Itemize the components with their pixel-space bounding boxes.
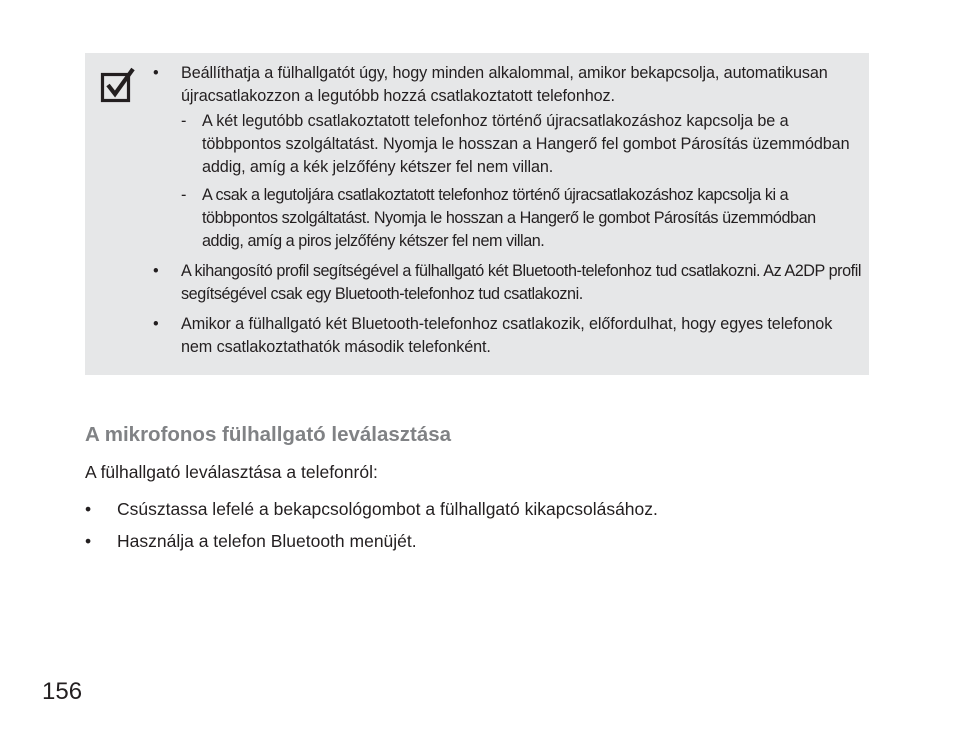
note-item-text: A kihangosító profil segítségével a fülhallgató két Bluetooth-telefonhoz tud csatlakozni. Az A2DP profil segítségével csak egy Bluetooth-telefonhoz tud csatlakozni. bbox=[181, 262, 861, 303]
note-item bbox=[145, 62, 861, 253]
bullet: • bbox=[85, 499, 92, 519]
bullet: • bbox=[85, 531, 92, 551]
note-sub-list bbox=[181, 110, 861, 253]
list-item bbox=[85, 530, 865, 552]
note-sub-item bbox=[181, 184, 861, 253]
list-item-text: Csúsztassa lefelé a bekapcsológombot a fülhallgató kikapcsolásához. bbox=[117, 499, 658, 519]
checkbox-note-icon bbox=[100, 67, 136, 103]
section-heading: A mikrofonos fülhallgató leválasztása bbox=[85, 423, 452, 446]
note-list bbox=[145, 62, 861, 359]
note-item-text: Amikor a fülhallgató két Bluetooth-telefonhoz csatlakozik, előfordulhat, hogy egyes telefonok nem csatlakoztathatók második telefonként. bbox=[181, 315, 833, 356]
page-number: 156 bbox=[42, 678, 83, 705]
bullet: • bbox=[153, 315, 159, 333]
instruction-list bbox=[85, 498, 865, 552]
note-box bbox=[85, 53, 869, 375]
note-sub-item bbox=[181, 110, 861, 179]
dash: - bbox=[181, 186, 186, 204]
note-sub-item-text: A csak a legutoljára csatlakoztatott telefonhoz történő újracsatlakozáshoz kapcsolja ki a többpontos szolgáltatást. Nyomja le hosszan a Hangerő le gombot Párosítás üzemmódban addig, amíg a piros jelzőfény kétszer fel nem villan. bbox=[202, 186, 816, 250]
bullet: • bbox=[153, 64, 159, 82]
bullet: • bbox=[153, 262, 159, 280]
list-item bbox=[85, 498, 865, 520]
note-item-text: Beállíthatja a fülhallgatót úgy, hogy minden alkalommal, amikor bekapcsolja, automatikusan újracsatlakozzon a legutóbb hozzá csatlakoztatott telefonhoz. bbox=[181, 64, 828, 105]
note-sub-item-text: A két legutóbb csatlakoztatott telefonhoz történő újracsatlakozáshoz kapcsolja be a többpontos szolgáltatást. Nyomja le hosszan a Hangerő fel gombot Párosítás üzemmódban addig, amíg a kék jelzőfény kétszer fel nem villan. bbox=[202, 112, 850, 176]
note-item bbox=[145, 260, 861, 306]
note-item bbox=[145, 313, 861, 359]
intro-text: A fülhallgató leválasztása a telefonról: bbox=[85, 462, 378, 482]
list-item-text: Használja a telefon Bluetooth menüjét. bbox=[117, 531, 417, 551]
dash: - bbox=[181, 112, 187, 130]
